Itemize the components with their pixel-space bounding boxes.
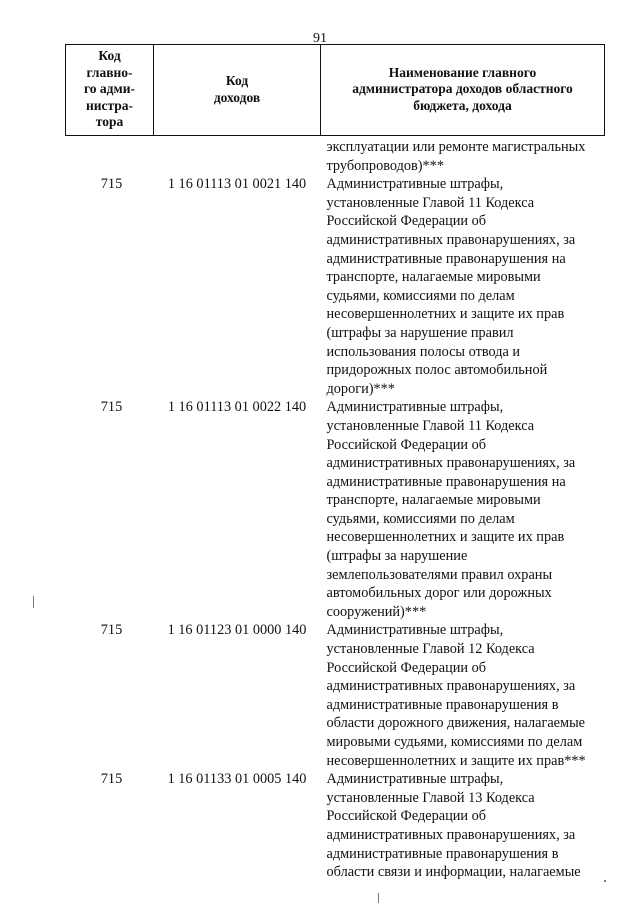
scan-artifact bbox=[378, 893, 379, 903]
text-line: автомобильных дорог или дорожных bbox=[326, 585, 552, 602]
text-line: (штрафы за нарушение правил bbox=[326, 324, 514, 341]
table-row bbox=[66, 621, 605, 770]
revenue-code-cell: 1 16 01113 01 0021 140 bbox=[167, 176, 307, 193]
revenue-name-cell bbox=[321, 175, 605, 398]
text-line: области дорожного движения, налагаемые bbox=[326, 715, 586, 732]
text-line: несовершеннолетних и защите их прав bbox=[326, 306, 565, 323]
continuation-name-cell bbox=[321, 136, 605, 176]
text-line: главно- bbox=[86, 64, 133, 80]
revenue-code-cell: 1 16 01133 01 0005 140 bbox=[167, 771, 307, 788]
revenue-name-cell bbox=[321, 621, 605, 770]
table-row bbox=[66, 770, 605, 882]
text-line: Российской Федерации об bbox=[326, 213, 487, 230]
text-line: эксплуатации или ремонте магистральных bbox=[326, 139, 586, 155]
text-line: Административные штрафы, bbox=[326, 399, 504, 416]
text-line: Административные штрафы, bbox=[326, 622, 504, 639]
text-line: Административные штрафы, bbox=[326, 771, 504, 788]
text-line: го адми- bbox=[84, 81, 135, 97]
revenue-name-cell bbox=[321, 770, 605, 882]
header-name bbox=[321, 45, 605, 136]
text-line: администратора доходов областного bbox=[352, 81, 573, 97]
text-line: установленные Главой 12 Кодекса bbox=[326, 641, 535, 658]
text-line: Российской Федерации об bbox=[326, 436, 487, 453]
continuation-code-cell bbox=[154, 136, 321, 176]
text-line: землепользователями правил охраны bbox=[326, 566, 553, 583]
admin-code-cell: 715 bbox=[100, 622, 123, 639]
text-line: административные правонарушения в bbox=[326, 696, 559, 713]
text-line: доходов bbox=[213, 89, 261, 105]
text-line: административных правонарушениях, за bbox=[326, 455, 576, 472]
revenue-code-cell: 1 16 01113 01 0022 140 bbox=[167, 399, 307, 416]
revenue-code-cell: 1 16 01123 01 0000 140 bbox=[167, 622, 307, 639]
text-line: несовершеннолетних и защите их прав bbox=[326, 529, 565, 546]
revenue-name-cell bbox=[321, 398, 605, 621]
text-line: Административные штрафы, bbox=[326, 176, 504, 193]
revenue-codes-table bbox=[65, 44, 605, 882]
header-admin-code bbox=[66, 45, 154, 136]
text-line: трубопроводов)*** bbox=[326, 157, 444, 174]
text-line: Российской Федерации об bbox=[326, 659, 487, 676]
continuation-admin-cell bbox=[66, 136, 154, 176]
admin-code-cell: 715 bbox=[100, 399, 123, 416]
text-line: придорожных полос автомобильной bbox=[326, 362, 548, 379]
text-line: сооружений)*** bbox=[326, 603, 427, 620]
admin-code-cell: 715 bbox=[100, 176, 123, 193]
text-line: использования полосы отвода и bbox=[326, 343, 521, 360]
text-line: дороги)*** bbox=[326, 380, 395, 397]
scan-artifact bbox=[604, 880, 606, 882]
table-row bbox=[66, 175, 605, 398]
text-line: административные правонарушения на bbox=[326, 250, 566, 267]
text-line: Код bbox=[225, 73, 249, 88]
text-line: административные правонарушения в bbox=[326, 845, 559, 862]
table-row bbox=[66, 398, 605, 621]
text-line: нистра- bbox=[85, 97, 134, 113]
text-line: судьями, комиссиями по делам bbox=[326, 510, 515, 527]
text-line: установленные Главой 13 Кодекса bbox=[326, 789, 535, 806]
table-header-row bbox=[66, 45, 605, 136]
text-line: транспорте, налагаемые мировыми bbox=[326, 269, 541, 286]
text-line: Российской Федерации об bbox=[326, 808, 487, 825]
header-revenue-code bbox=[154, 45, 321, 136]
scan-artifact bbox=[33, 596, 34, 608]
text-line: административные правонарушения на bbox=[326, 473, 566, 490]
text-line: административных правонарушениях, за bbox=[326, 678, 576, 695]
page-number: 91 bbox=[313, 31, 327, 46]
text-line: тора bbox=[95, 114, 124, 130]
text-line: мировыми судьями, комиссиями по делам bbox=[326, 734, 583, 750]
text-line: судьями, комиссиями по делам bbox=[326, 287, 515, 304]
admin-code-cell: 715 bbox=[100, 771, 123, 788]
text-line: бюджета, дохода bbox=[413, 97, 512, 113]
text-line: (штрафы за нарушение bbox=[326, 548, 468, 565]
text-line: административных правонарушениях, за bbox=[326, 826, 576, 843]
text-line: установленные Главой 11 Кодекса bbox=[326, 417, 535, 434]
table-row-continuation bbox=[66, 136, 605, 176]
text-line: административных правонарушениях, за bbox=[326, 231, 576, 248]
text-line: несовершеннолетних и защите их прав*** bbox=[326, 752, 586, 769]
text-line: установленные Главой 11 Кодекса bbox=[326, 194, 535, 211]
text-line: Код bbox=[98, 48, 121, 64]
text-line: транспорте, налагаемые мировыми bbox=[326, 492, 541, 509]
text-line: области связи и информации, налагаемые bbox=[326, 864, 581, 881]
text-line: Наименование главного bbox=[388, 64, 537, 80]
